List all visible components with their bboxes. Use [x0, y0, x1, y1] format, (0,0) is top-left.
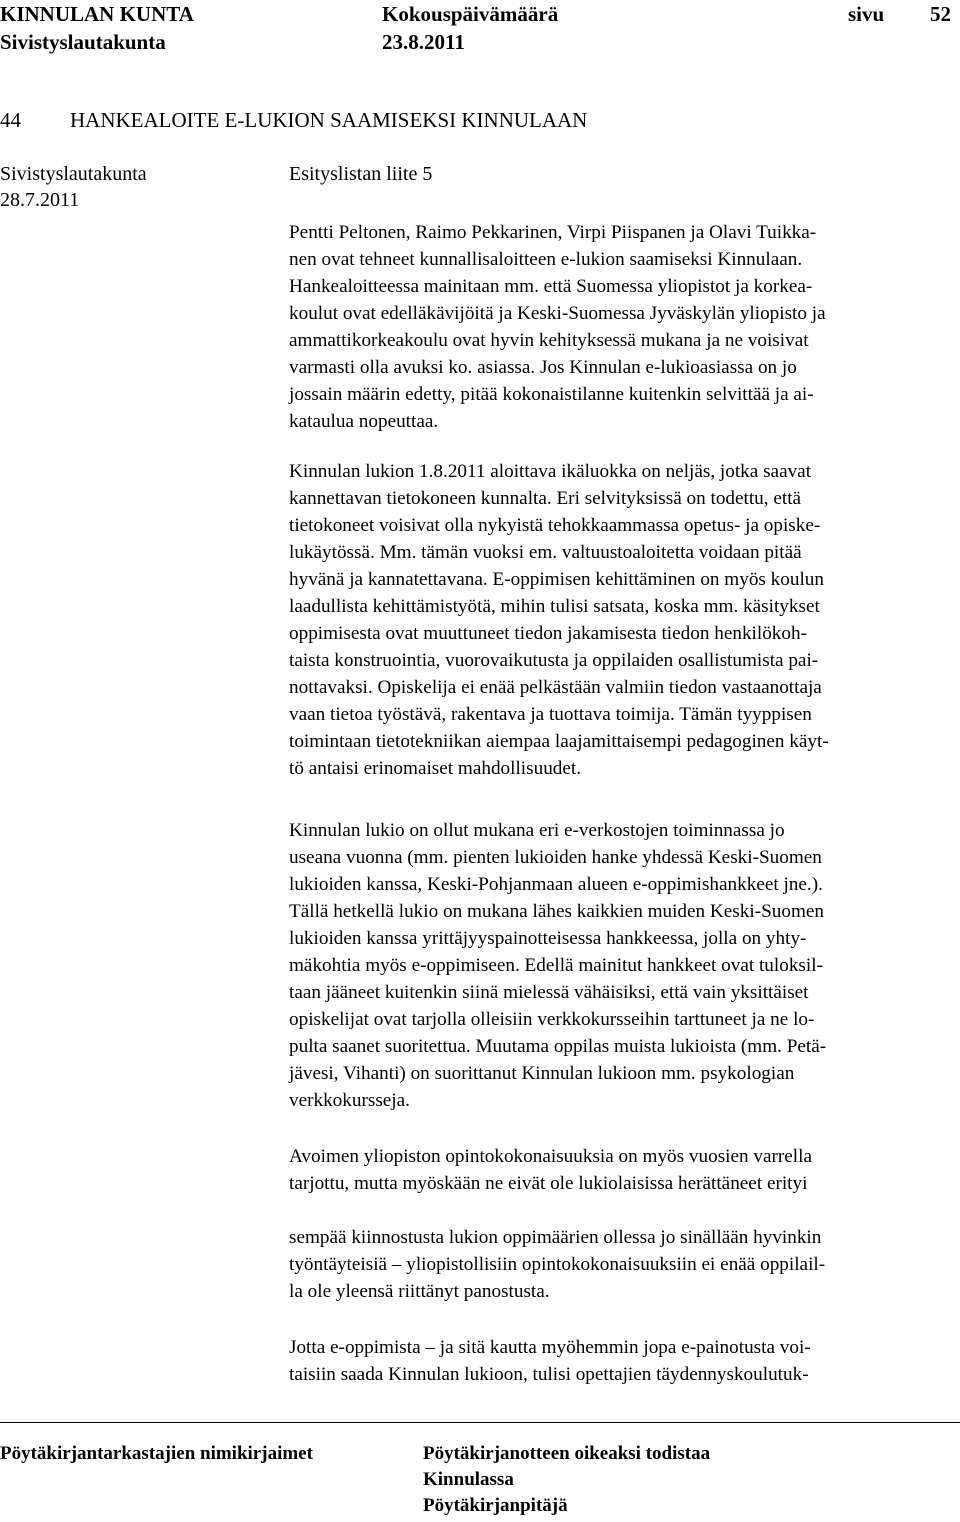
text-line: laadullista kehittämistyötä, mihin tulisi satsata, koska mm. käsitykset [289, 596, 820, 617]
attachment-reference: Esityslistan liite 5 [289, 163, 433, 185]
text-line: kannettavan tietokoneen kunnalta. Eri selvityksissä on todettu, että [289, 488, 802, 509]
footer-certification: Pöytäkirjanotteen oikeaksi todistaa [423, 1443, 711, 1464]
text-line: lukioiden kanssa yrittäjyyspainotteisessa hankkeessa, jolla on yhty- [289, 928, 807, 949]
text-line: kataulua nopeuttaa. [289, 411, 439, 432]
text-line: työntäyteisiä – yliopistollisiin opintokokonaisuuksiin ei enää oppilail- [289, 1254, 826, 1275]
section-number: 44 [0, 108, 21, 132]
text-line: sempää kiinnostusta lukion oppimäärien ollessa jo sinällään hyvinkin [289, 1227, 822, 1248]
text-line: tö antaisi erinomaiset mahdollisuudet. [289, 758, 582, 779]
footer-reviewer-initials: Pöytäkirjantarkastajien nimikirjaimet [0, 1443, 313, 1464]
paragraph-4 [289, 1143, 954, 1197]
text-line: Jotta e-oppimista – ja sitä kautta myöhemmin jopa e-painotusta voi- [289, 1337, 811, 1358]
section-title: HANKEALOITE E-LUKION SAAMISEKSI KINNULAAN [70, 108, 588, 132]
text-line: hyvänä ja kannatettavana. E-oppimisen kehittäminen on myös koulun [289, 569, 824, 590]
text-line: la ole yleensä riittänyt panostusta. [289, 1281, 550, 1302]
text-line: nen ovat tehneet kunnallisaloitteen e-lukion saamiseksi Kinnulaan. [289, 249, 803, 270]
board-name: Sivistyslautakunta [0, 30, 166, 54]
text-line: taan jääneet kuitenkin siinä mielessä vähäisiksi, että vain yksittäiset [289, 982, 809, 1003]
text-line: vaan tietoa työstävä, rakentava ja tuottava toimija. Tämän tyyppisen [289, 704, 812, 725]
organization-name: KINNULAN KUNTA [0, 2, 194, 26]
text-line: tarjottu, mutta myöskään ne eivät ole lukiolaisissa herättäneet erityi [289, 1173, 808, 1194]
footer-secretary: Pöytäkirjanpitäjä [423, 1495, 568, 1516]
footer-location: Kinnulassa [423, 1469, 514, 1490]
page-number: 52 [930, 2, 951, 26]
meeting-date: 23.8.2011 [382, 30, 465, 54]
text-line: opiskelijat ovat tarjolla olleisiin verkkokursseihin tarttuneet ja ne lo- [289, 1009, 815, 1030]
text-line: taisiin saada Kinnulan lukioon, tulisi opettajien täydennyskoulutuk- [289, 1364, 809, 1385]
paragraph-5 [289, 1224, 954, 1305]
text-line: Kinnulan lukio on ollut mukana eri e-verkostojen toiminnassa jo [289, 820, 785, 841]
text-line: pulta saanet suoritettua. Muutama oppilas muista lukioista (mm. Petä- [289, 1036, 827, 1057]
text-line: Tällä hetkellä lukio on mukana lähes kaikkien muiden Keski-Suomen [289, 901, 824, 922]
text-line: jossain määrin edetty, pitää kokonaistilanne kuitenkin selvittää ja ai- [289, 384, 814, 405]
page-label: sivu [848, 2, 885, 26]
paragraph-6 [289, 1334, 954, 1388]
text-line: lukäytössä. Mm. tämän vuoksi em. valtuustoaloitetta voidaan pitää [289, 542, 802, 563]
paragraph-1 [289, 219, 954, 435]
text-line: nottavaksi. Opiskelija ei enää pelkästään valmiin tiedon vastaanottaja [289, 677, 822, 698]
text-line: lukioiden kanssa, Keski-Pohjanmaan alueen e-oppimishankkeet jne.). [289, 874, 823, 895]
text-line: Hankealoitteessa mainitaan mm. että Suomessa yliopistot ja korkea- [289, 276, 813, 297]
meta-date: 28.7.2011 [0, 189, 80, 211]
meta-board: Sivistyslautakunta [0, 163, 147, 185]
meeting-date-label: Kokouspäivämäärä [382, 2, 559, 26]
text-line: ammattikorkeakoulu ovat hyvin kehityksessä mukana ja ne voisivat [289, 330, 809, 351]
text-line: koulut ovat edelläkävijöitä ja Keski-Suomessa Jyväskylän yliopisto ja [289, 303, 826, 324]
footer-divider [0, 1422, 960, 1423]
text-line: mäkohtia myös e-oppimiseen. Edellä mainitut hankkeet ovat tuloksil- [289, 955, 823, 976]
text-line: useana vuonna (mm. pienten lukioiden hanke yhdessä Keski-Suomen [289, 847, 822, 868]
text-line: tietokoneet voisivat olla nykyistä tehokkaammassa opetus- ja opiske- [289, 515, 821, 536]
text-line: varmasti olla avuksi ko. asiassa. Jos Kinnulan e-lukioasiassa on jo [289, 357, 797, 378]
text-line: Avoimen yliopiston opintokokonaisuuksia on myös vuosien varrella [289, 1146, 812, 1167]
text-line: taista konstruointia, vuorovaikutusta ja oppilaiden osallistumista pai- [289, 650, 819, 671]
text-line: Kinnulan lukion 1.8.2011 aloittava ikäluokka on neljäs, jotka saavat [289, 461, 812, 482]
text-line: verkkokursseja. [289, 1090, 410, 1111]
text-line: jävesi, Vihanti) on suorittanut Kinnulan lukioon mm. psykologian [289, 1063, 795, 1084]
paragraph-3 [289, 817, 954, 1114]
text-line: oppimisesta ovat muuttuneet tiedon jakamisesta tiedon henkilökoh- [289, 623, 807, 644]
paragraph-2 [289, 458, 954, 782]
text-line: toimintaan tietotekniikan aiempaa laajamittaisempi pedagoginen käyt- [289, 731, 829, 752]
text-line: Pentti Peltonen, Raimo Pekkarinen, Virpi Piispanen ja Olavi Tuikka- [289, 222, 817, 243]
